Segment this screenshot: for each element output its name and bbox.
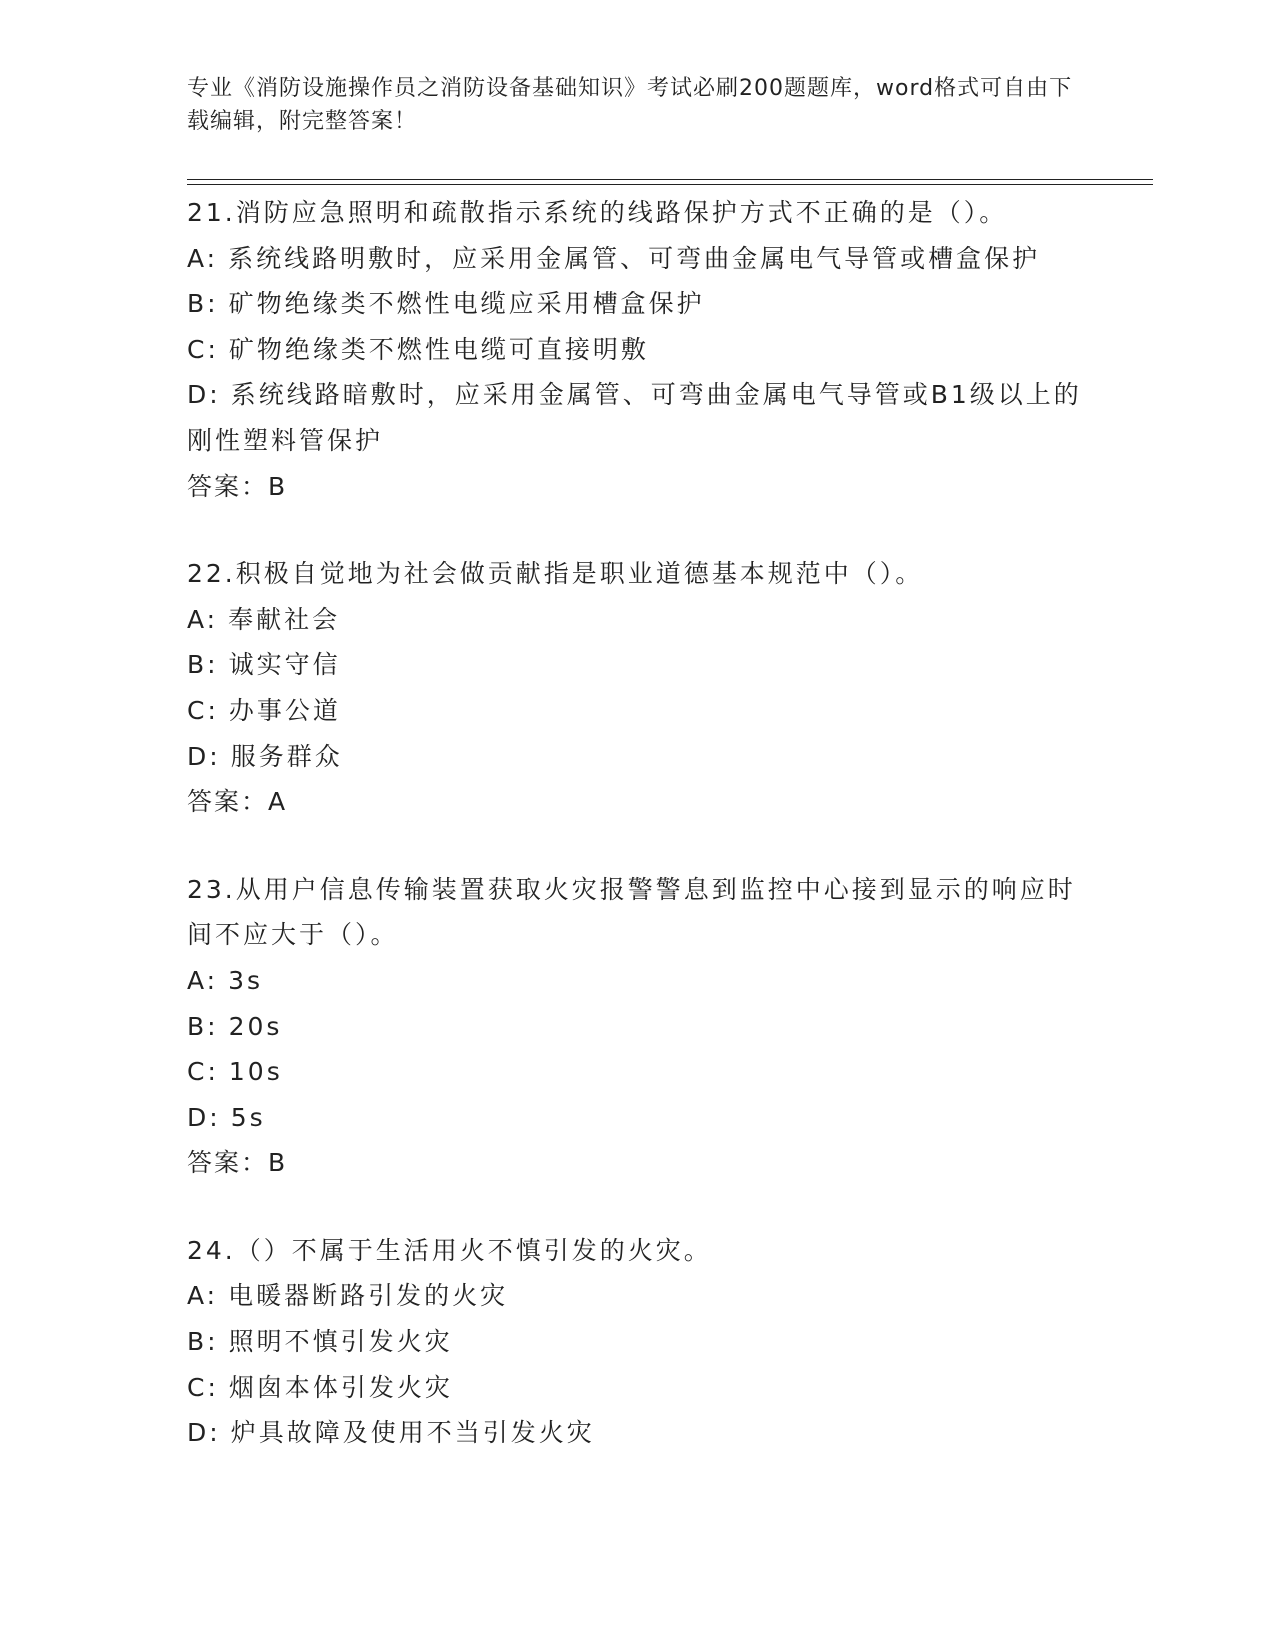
option-letter: B: <box>187 650 219 680</box>
option-c <box>187 1049 1087 1095</box>
document-header: 专业《消防设施操作员之消防设备基础知识》考试必刷200题题库，word格式可自由下载编辑，附完整答案！ <box>187 76 1073 134</box>
option-letter: B: <box>187 1327 219 1357</box>
option-b <box>187 1319 1087 1365</box>
option-text: 奉献社会 <box>228 604 341 634</box>
question-stem: 22.积极自觉地为社会做贡献指是职业道德基本规范中（）。 <box>187 559 924 589</box>
answer-line: 答案：B <box>187 1148 288 1178</box>
option-text: 诚实守信 <box>228 650 341 680</box>
question-list <box>187 190 1087 1498</box>
option-letter: C: <box>187 695 219 725</box>
option-text: 20s <box>228 1011 283 1041</box>
option-text: 系统线路暗敷时，应采用金属管、可弯曲金属电气导管或B1级以上的刚性塑料管保护 <box>187 380 1082 455</box>
option-text: 照明不慎引发火灾 <box>228 1327 453 1357</box>
option-c <box>187 327 1087 373</box>
option-d <box>187 734 1087 780</box>
option-letter: B: <box>187 289 219 319</box>
option-text: 电暖器断路引发的火灾 <box>228 1281 509 1311</box>
option-text: 办事公道 <box>228 695 341 725</box>
question-24 <box>187 1228 1087 1456</box>
option-letter: D: <box>187 1102 221 1132</box>
question-stem: 21.消防应急照明和疏散指示系统的线路保护方式不正确的是（）。 <box>187 198 1008 227</box>
option-d <box>187 372 1087 463</box>
option-a <box>187 958 1087 1004</box>
question-21 <box>187 190 1087 509</box>
option-b <box>187 281 1087 327</box>
option-letter: D: <box>187 1418 221 1448</box>
answer-line: 答案：B <box>187 471 288 501</box>
option-letter: C: <box>187 1057 219 1087</box>
option-letter: A: <box>187 1281 219 1311</box>
option-text: 3s <box>228 965 264 995</box>
option-text: 矿物绝缘类不燃性电缆应采用槽盒保护 <box>228 289 705 319</box>
option-letter: C: <box>187 1372 219 1402</box>
option-letter: D: <box>187 380 221 410</box>
option-text: 系统线路明敷时，应采用金属管、可弯曲金属电气导管或槽盒保护 <box>228 243 1041 273</box>
question-stem: 24.（）不属于生活用火不慎引发的火灾。 <box>187 1235 712 1265</box>
option-letter: D: <box>187 741 221 771</box>
option-d <box>187 1410 1087 1456</box>
option-letter: A: <box>187 243 219 273</box>
question-stem: 23.从用户信息传输装置获取火灾报警警息到监控中心接到显示的响应时间不应大于（）。 <box>187 874 1076 950</box>
option-text: 服务群众 <box>230 741 343 771</box>
option-a <box>187 597 1087 643</box>
option-c <box>187 688 1087 734</box>
option-d <box>187 1095 1087 1141</box>
question-23 <box>187 867 1087 1186</box>
option-letter: B: <box>187 1011 219 1041</box>
answer-line: 答案：A <box>187 787 288 817</box>
option-a <box>187 1273 1087 1319</box>
option-c <box>187 1365 1087 1411</box>
header-divider-bottom <box>187 184 1153 185</box>
option-text: 5s <box>230 1102 266 1132</box>
option-text: 矿物绝缘类不燃性电缆可直接明敷 <box>228 334 649 364</box>
question-22 <box>187 551 1087 825</box>
option-b <box>187 642 1087 688</box>
header-divider-top <box>187 179 1153 180</box>
option-a <box>187 236 1087 282</box>
option-text: 烟囱本体引发火灾 <box>228 1372 453 1402</box>
option-letter: C: <box>187 334 219 364</box>
option-b <box>187 1004 1087 1050</box>
option-letter: A: <box>187 965 219 995</box>
option-text: 炉具故障及使用不当引发火灾 <box>230 1418 595 1448</box>
option-letter: A: <box>187 604 219 634</box>
option-text: 10s <box>228 1057 283 1087</box>
